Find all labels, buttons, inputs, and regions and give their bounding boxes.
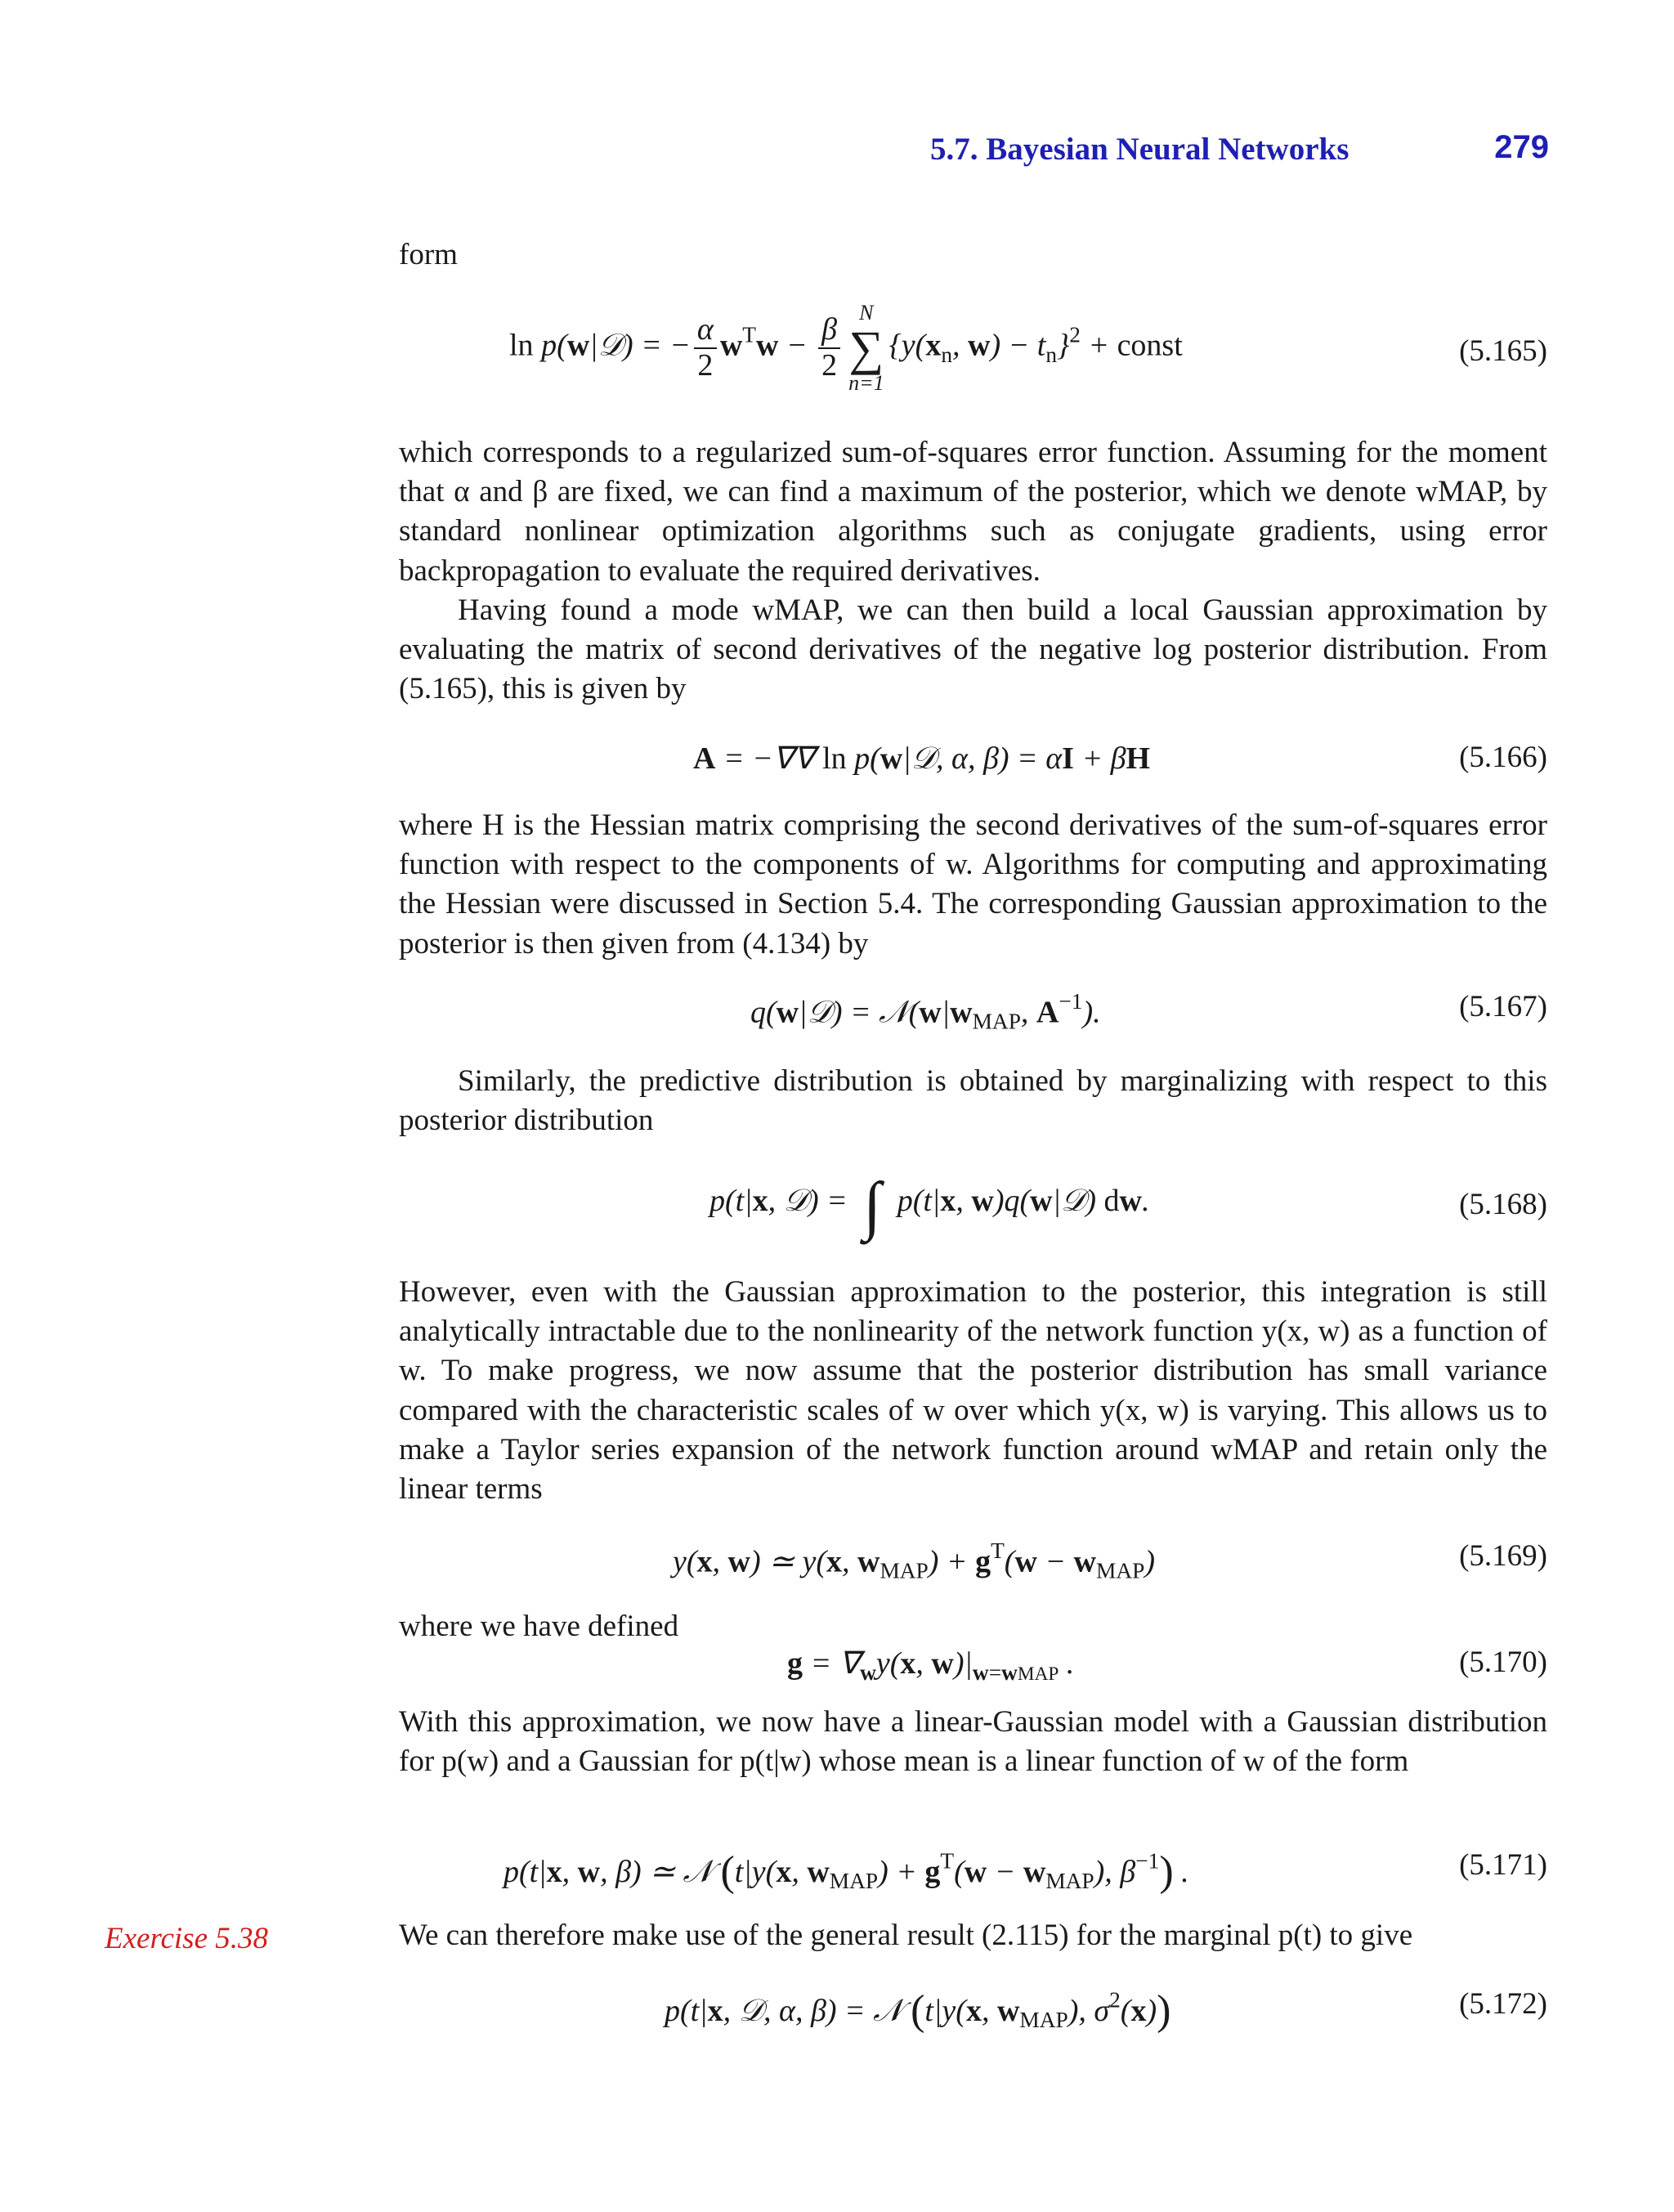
equation-body: $g = \nabla_wy(x$, $w)|_{w=wMAP}$ . xyxy=(787,1646,1075,1686)
paragraph-marginal: We can therefore make use of the general result (2.115) for the marginal p(t) to give xyxy=(399,1919,1413,1952)
equation-5-170 xyxy=(399,1645,1547,1710)
paragraph-hessian: where H is the Hessian matrix comprising the second derivatives of the sum-of-squares error function with respect to the components of w. Algorithms for computing and approximating the Hessian were discussed in Section 5.4. The corresponding Gaussian approximation to the posterior is then given from (4.134) by xyxy=(399,808,1547,960)
equation-5-171 xyxy=(399,1847,1547,1913)
equation-number: (5.171) xyxy=(1459,1848,1547,1882)
equation-5-169 xyxy=(399,1538,1547,1604)
paragraph-predictive: Similarly, the predictive distribution is obtained by marginalizing with respect to this posterior distribution xyxy=(399,1064,1547,1138)
paragraph-intractable: However, even with the Gaussian approximation to the posterior, this integration is still analytically intractable due to the nonlinearity of the network function y(x, w) as a function of w. To make progress, we now assume that the posterior distribution has small variance compared with the characteristic scales of w over which y(x, w) is varying. This allows us to make a Taylor series expansion of the network function around wMAP and retain only the linear terms xyxy=(399,1275,1547,1507)
page-number: 279 xyxy=(1494,129,1549,165)
equation-body: A = −∇∇ ln p(w|𝒟, α, β) = αI + βH xyxy=(693,741,1151,776)
equation-number: (5.165) xyxy=(1459,334,1547,368)
equation-number: (5.169) xyxy=(1459,1539,1547,1573)
equation-5-166 xyxy=(399,740,1547,805)
equation-number: (5.172) xyxy=(1459,1987,1547,2021)
equation-body: ln p(w|𝒟) = − $\frac{\alpha}{2}$ $w^Tw$ − $\frac{\beta}{2}$ N ∑ n=1 {$y(x_n$, $w) - t_n\}^2$ + const xyxy=(509,301,1183,395)
equation-number: (5.167) xyxy=(1459,990,1547,1023)
equation-number: (5.170) xyxy=(1459,1646,1547,1679)
equation-5-165 xyxy=(399,302,1547,409)
paragraph-linear-gaussian: With this approximation, we now have a linear-Gaussian model with a Gaussian distribution for p(w) and a Gaussian for p(t|w) whose mean is a linear function of w of the form xyxy=(399,1705,1547,1779)
paragraph-defined: where we have defined xyxy=(399,1610,679,1643)
equation-body: p(t|x, 𝒟) = ∫ p(t|x, w)q(w|𝒟) dw. xyxy=(709,1170,1150,1242)
paragraph-form: form xyxy=(399,238,458,271)
equation-5-168 xyxy=(399,1170,1547,1267)
equation-number: (5.166) xyxy=(1459,741,1547,774)
exercise-margin-note[interactable]: Exercise 5.38 xyxy=(105,1922,268,1955)
paragraph-mode: Having found a mode wMAP, we can then build a local Gaussian approximation by evaluating the matrix of second derivatives of the negative log posterior distribution. From (5.165), this is given by xyxy=(399,593,1547,706)
equation-body: p(t|x, 𝒟, α, β) = 𝒩 (t|y(x, $w_{MAP}$), $\sigma^2(x)$) xyxy=(665,1987,1171,2034)
equation-body: y(x, w) ≃ y(x, $w_{MAP}) + g^T(w - w_{MAP})$ xyxy=(673,1538,1155,1583)
equation-5-167 xyxy=(399,989,1547,1055)
section-header: 5.7. Bayesian Neural Networks xyxy=(930,132,1349,167)
equation-5-172 xyxy=(399,1986,1547,2052)
paragraph-regularized: which corresponds to a regularized sum-of-squares error function. Assuming for the moment that α and β are fixed, we can find a maximum of the posterior, which we denote wMAP, by standard nonlinear optimization algorithms such as conjugate gradients, using error backpropagation to evaluate the required derivatives. xyxy=(399,436,1547,588)
equation-body: p(t|x, w, β) ≃ 𝒩 (t|y(x, $w_{MAP}) + g^T(w - w_{MAP})$, $\beta^{-1}$) . xyxy=(504,1848,1189,1895)
equation-number: (5.168) xyxy=(1459,1188,1547,1221)
equation-body: q(w|𝒟) = $𝒩(w|w_{MAP}$, $A^{-1}$). xyxy=(750,989,1101,1034)
